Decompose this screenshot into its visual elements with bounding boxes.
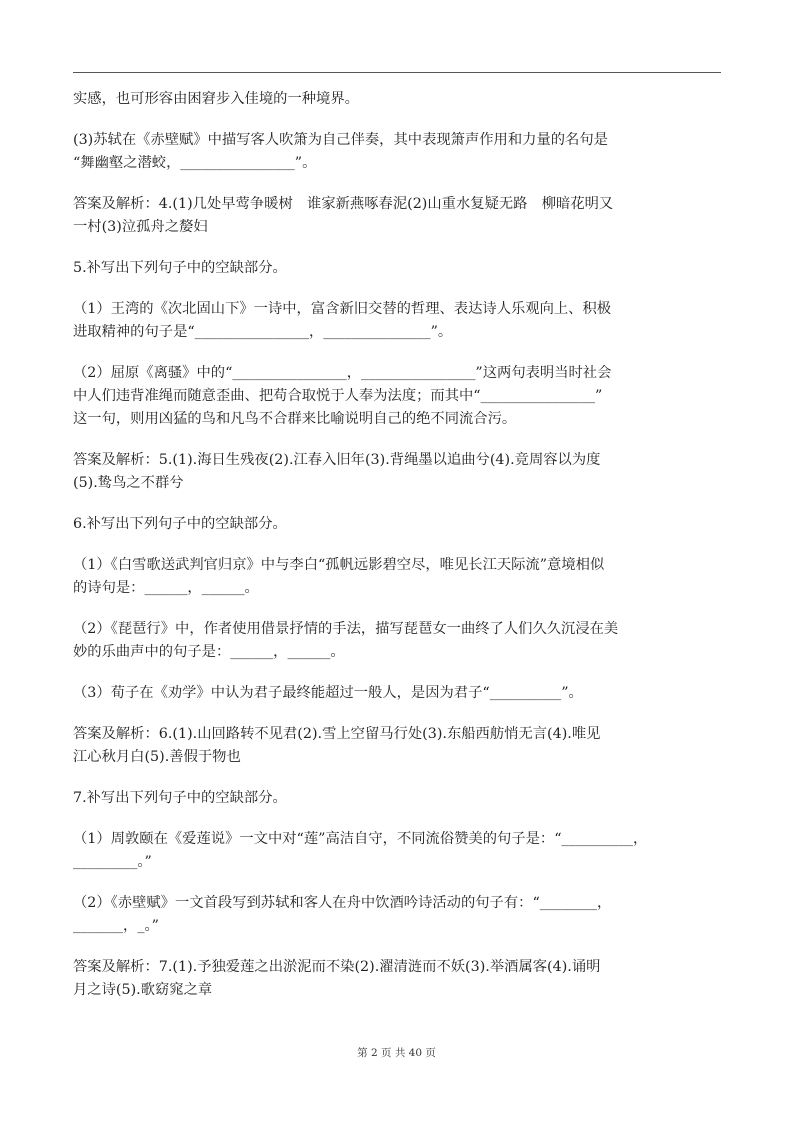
page-number: 第 2 页 共 40 页 xyxy=(357,1047,436,1059)
text-line: 妙的乐曲声中的句子是：______，______。 xyxy=(73,644,345,660)
text-line: _________。” xyxy=(73,854,152,870)
question-6-2: （2）《琵琶行》中，作者使用借景抒情的手法，描写琵琶女一曲终了人们久久沉浸在美 xyxy=(73,621,619,637)
text-line: (5).鸷鸟之不群兮 xyxy=(73,475,184,491)
question-6-heading: 6.补写出下列句子中的空缺部分。 xyxy=(73,516,287,532)
question-6-3: （3）荀子在《劝学》中认为君子最终能超过一般人，是因为君子“__________”。 xyxy=(73,685,583,701)
answer-7: 答案及解析：7.(1).予独爱莲之出淤泥而不染(2).濯清涟而不妖(3).举酒属客(4).诵明 xyxy=(73,959,601,975)
question-5-1: （1）王湾的《次北固山下》一诗中，富含新旧交替的哲理、表达诗人乐观向上、积极 xyxy=(73,301,612,317)
answer-4: 答案及解析：4.(1)几处早莺争暖树 谁家新燕啄春泥(2)山重水复疑无路 柳暗花明又 xyxy=(73,196,614,212)
answer-6: 答案及解析：6.(1).山回路转不见君(2).雪上空留马行处(3).东船西舫悄无言(4).唯见 xyxy=(73,726,601,742)
text-line: 江心秋月白(5).善假于物也 xyxy=(73,749,241,765)
text-line: 一村(3)泣孤舟之嫠妇 xyxy=(73,219,208,235)
text-line: “舞幽壑之潜蛟，________________”。 xyxy=(73,155,317,171)
question-5-heading: 5.补写出下列句子中的空缺部分。 xyxy=(73,260,287,276)
question-7-2: （2）《赤壁赋》一文首段写到苏轼和客人在舟中饮酒吟诗活动的句子有：“________， xyxy=(73,895,612,911)
answer-5: 答案及解析：5.(1).海日生残夜(2).江春入旧年(3).背绳墨以追曲兮(4).竞周容以为度 xyxy=(73,452,601,468)
page-body xyxy=(73,88,721,1002)
text-line: 中人们违背准绳而随意歪曲、把苟合取悦于人奉为法度；而其中“________________” xyxy=(73,388,603,404)
text-line: _______，_。” xyxy=(73,918,159,934)
header-rule xyxy=(73,72,721,73)
question-7-1: （1）周敦颐在《爱莲说》一文中对“莲”高洁自守，不同流俗赞美的句子是：“__________， xyxy=(73,831,648,847)
question-7-heading: 7.补写出下列句子中的空缺部分。 xyxy=(73,790,287,806)
question-5-2: （2）屈原《离骚》中的“________________，________________”这两句表明当时社会 xyxy=(73,365,612,381)
question-6-1: （1）《白雪歌送武判官归京》中与李白“孤帆远影碧空尽，唯见长江天际流”意境相似 xyxy=(73,557,605,573)
text-line: 的诗句是：______，______。 xyxy=(73,580,259,596)
question-4-3: (3)苏轼在《赤壁赋》中描写客人吹箫为自己伴奏，其中表现箫声作用和力量的名句是 xyxy=(73,132,608,148)
text-line: 这一句，则用凶猛的鸟和凡鸟不合群来比喻说明自己的绝不同流合污。 xyxy=(73,411,517,427)
text-line: 进取精神的句子是“________________，_______________”。 xyxy=(73,324,453,340)
text-line: 月之诗(5).歌窈窕之章 xyxy=(73,982,213,998)
text-line: 实感，也可形容由困窘步入佳境的一种境界。 xyxy=(73,91,359,107)
